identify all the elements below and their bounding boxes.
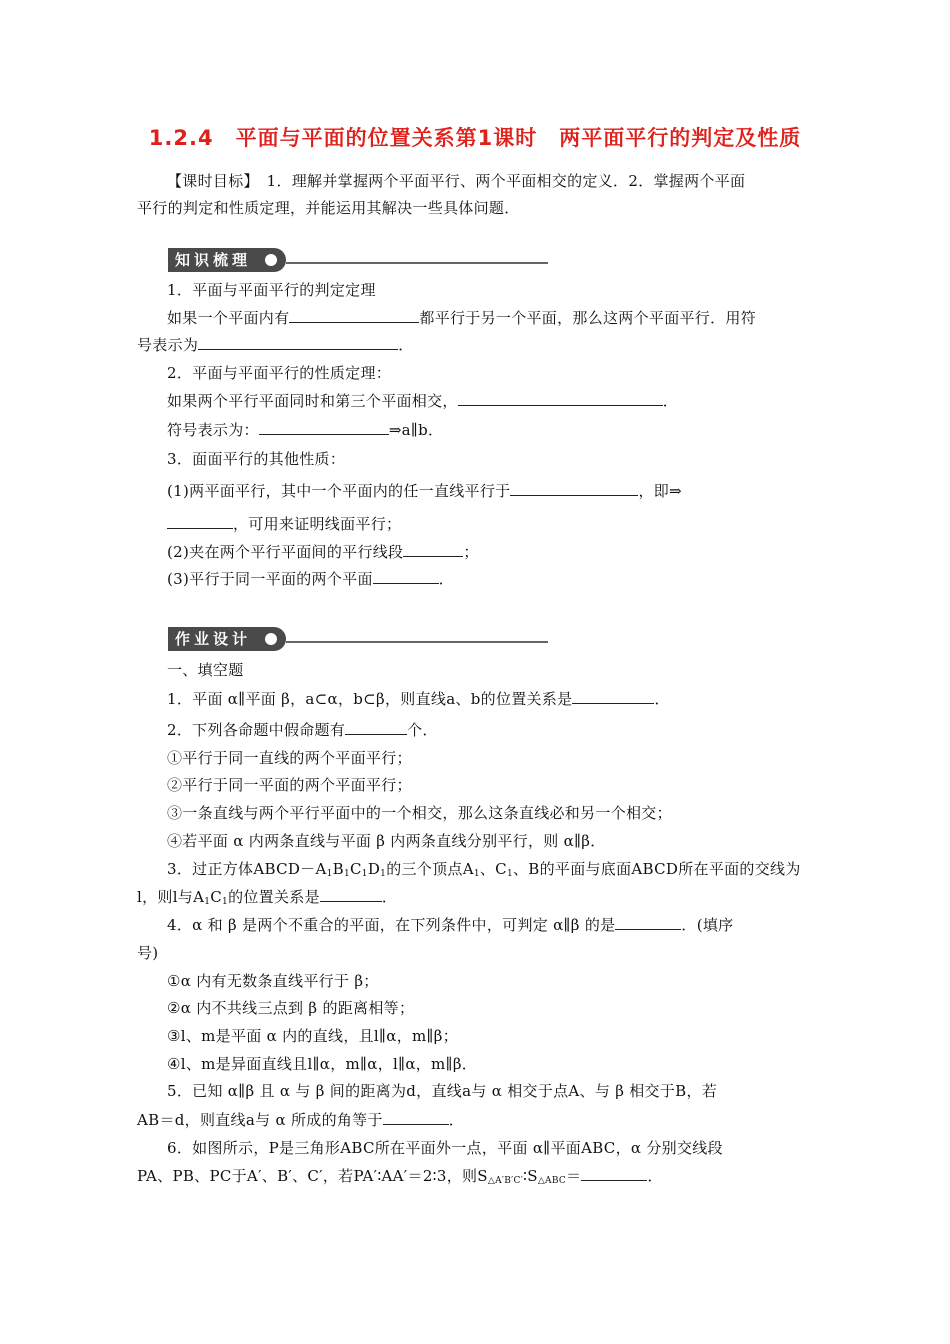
q3-text: D (367, 860, 381, 878)
q3-end: ． (381, 888, 398, 906)
q2-option-4: ④若平面 α 内两条直线与平面 β 内两条直线分别平行，则 α∥β． (167, 832, 606, 850)
part-heading: 一、填空题 (167, 661, 244, 679)
subscript: 1 (361, 869, 368, 879)
objectives-line-2: 平行的判定和性质定理，并能运用其解决一些具体问题． (137, 199, 520, 217)
answer-blank[interactable] (383, 1110, 449, 1125)
item1-line-2 (137, 335, 817, 355)
question-4-line-1 (167, 915, 817, 935)
item1-line-1 (167, 308, 817, 328)
question-2 (167, 720, 817, 740)
tag-divider (286, 641, 548, 643)
q2-text: 2．下列各命题中假命题有 (167, 721, 346, 739)
item3-text-2b: ； (463, 543, 479, 561)
tag-dot-icon (265, 254, 277, 266)
subscript: 1 (380, 869, 387, 879)
question-6-line-2 (137, 1166, 817, 1191)
q3-text: 的位置关系是 (228, 888, 320, 906)
item1-text-c: 号表示为 (137, 336, 199, 354)
subscript: 1 (204, 897, 211, 907)
q4-option-4: ④l、m是异面直线且l∥α，m∥α，l∥α，m∥β． (167, 1055, 478, 1073)
answer-blank[interactable] (345, 720, 407, 735)
objectives-label: 【课时目标】 (167, 172, 252, 190)
q2-option-3: ③一条直线与两个平行平面中的一个相交，那么这条直线必和另一个相交； (167, 804, 672, 822)
q1-end: ． (654, 690, 670, 708)
answer-blank[interactable] (167, 514, 233, 529)
answer-blank[interactable] (581, 1166, 647, 1181)
q3-text: C (210, 888, 223, 906)
subscript: 1 (222, 897, 229, 907)
item3-text-2a: (2)夹在两个平行平面间的平行线段 (167, 543, 404, 561)
question-6-line-1: 6．如图所示，P是三角形ABC所在平面外一点，平面 α∥平面ABC，α 分别交线段 (167, 1139, 723, 1157)
answer-blank[interactable] (289, 308, 419, 323)
q6-end: ． (647, 1167, 663, 1185)
item3-line-4 (167, 569, 817, 589)
q3-text: C (350, 860, 362, 878)
answer-blank[interactable] (259, 420, 389, 435)
item2-heading: 2．平面与平面平行的性质定理： (167, 364, 392, 382)
question-5-line-2 (137, 1110, 817, 1130)
section-tag-knowledge (168, 248, 552, 272)
answer-blank[interactable] (510, 481, 638, 496)
subscript: △ABC (537, 1176, 567, 1186)
q3-text: 、B的平面与底面ABCD所在平面的交线为 (512, 860, 801, 878)
item3-text-1b: ，即⇒ (638, 482, 682, 500)
section-tag-label: 知识梳理 (168, 248, 286, 272)
q4-text: ．(填序 (681, 916, 734, 934)
answer-blank[interactable] (403, 542, 463, 557)
q2-option-2: ②平行于同一平面的两个平面平行； (167, 776, 412, 794)
objectives-line-1 (137, 171, 817, 191)
answer-blank[interactable] (320, 887, 382, 902)
question-5-line-1: 5．已知 α∥β 且 α 与 β 间的距离为d，直线a与 α 相交于点A、与 β 相交于B，若 (167, 1082, 718, 1100)
item1-text-b: 都平行于另一个平面，那么这两个平面平行．用符 (419, 309, 757, 327)
question-4-line-2: 号) (137, 944, 159, 962)
item3-line-3 (167, 542, 817, 562)
answer-blank[interactable] (198, 335, 398, 350)
item3-text-1a: (1)两平面平行，其中一个平面内的任一直线平行于 (167, 482, 511, 500)
subscript: 1 (506, 869, 513, 879)
q3-text: 、C (479, 860, 507, 878)
q6-text: ∶S (523, 1167, 538, 1185)
question-3-line-2 (137, 887, 817, 912)
answer-blank[interactable] (572, 689, 654, 704)
q1-text: 1．平面 α∥平面 β，a⊂α，b⊂β，则直线a、b的位置关系是 (167, 690, 573, 708)
item1-text-d: ． (398, 336, 414, 354)
objectives-text-1: 1．理解并掌握两个平面平行、两个平面相交的定义．2．掌握两个平面 (251, 172, 746, 190)
item2-line-2 (167, 420, 817, 440)
section-tag-label: 作业设计 (168, 627, 286, 651)
answer-blank[interactable] (458, 391, 663, 406)
answer-blank[interactable] (615, 915, 681, 930)
subscript: 1 (326, 869, 333, 879)
q4-option-3: ③l、m是平面 α 内的直线，且l∥α，m∥β； (167, 1027, 459, 1045)
item3-text-3b: ． (438, 570, 455, 588)
q6-text: PA、PB、PC于A′、B′、C′，若PA′∶AA′＝2∶3，则S (137, 1167, 488, 1185)
item2-text-d: ⇒a∥b． (388, 421, 444, 439)
q4-option-1: ①α 内有无数条直线平行于 β； (167, 972, 379, 990)
item3-heading: 3．面面平行的其他性质： (167, 450, 346, 468)
item1-text-a: 如果一个平面内有 (167, 309, 290, 327)
subscript: 1 (343, 869, 351, 879)
tag-divider (286, 262, 548, 264)
q2-option-1: ①平行于同一直线的两个平面平行； (167, 749, 412, 767)
q6-text: ＝ (566, 1167, 582, 1185)
item2-text-a: 如果两个平行平面同时和第三个平面相交， (167, 392, 458, 410)
item3-line-1 (167, 481, 817, 501)
subscript: △A′B′C′ (487, 1176, 524, 1186)
q4-option-2: ②α 内不共线三点到 β 的距离相等； (167, 999, 415, 1017)
q2-end: 个． (407, 721, 438, 739)
section-tag-homework (168, 627, 552, 651)
item3-text-3a: (3)平行于同一平面的两个平面 (167, 570, 373, 588)
q5-end: ． (448, 1111, 465, 1129)
item3-text-1c: ，可用来证明线面平行； (233, 515, 402, 533)
item3-line-2 (167, 514, 817, 534)
subscript: 1 (473, 869, 480, 879)
tag-dot-icon (265, 633, 277, 645)
answer-blank[interactable] (373, 569, 439, 584)
q4-text: 4．α 和 β 是两个不重合的平面，在下列条件中，可判定 α∥β 的是 (167, 916, 616, 934)
q3-text: l，则l与A (137, 888, 205, 906)
item2-line-1 (167, 391, 817, 411)
question-3-line-1 (167, 859, 817, 884)
item1-heading: 1．平面与平面平行的判定定理 (167, 281, 376, 299)
item2-text-b: ． (662, 392, 679, 410)
page-title: 1.2.4 平面与平面的位置关系第1课时 两平面平行的判定及性质 (148, 126, 802, 150)
question-1 (167, 689, 817, 709)
q3-text: 的三个顶点A (386, 860, 474, 878)
item2-text-c: 符号表示为： (167, 421, 259, 439)
q3-text: 3．过正方体ABCD－A (167, 860, 327, 878)
q5-text: AB＝d，则直线a与 α 所成的角等于 (137, 1111, 383, 1129)
q3-text: B (332, 860, 344, 878)
